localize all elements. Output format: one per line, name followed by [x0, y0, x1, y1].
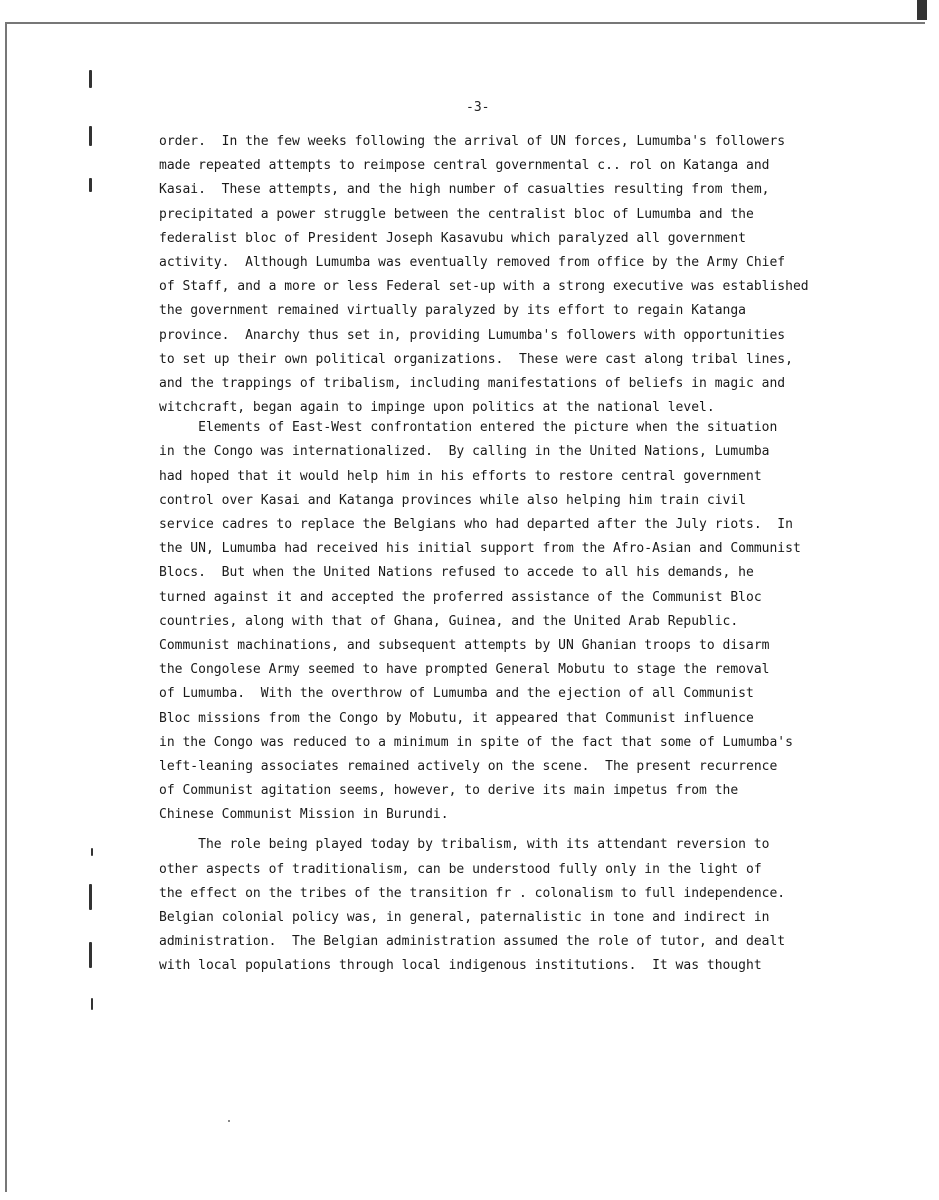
- text-line: Bloc missions from the Congo by Mobutu, it appeared that Communist influence: [159, 710, 754, 726]
- paragraph: [159, 416, 839, 827]
- margin-mark: [89, 884, 92, 910]
- margin-mark: [91, 848, 93, 856]
- paragraph: [159, 833, 839, 978]
- margin-mark: [89, 942, 92, 968]
- text-line: service cadres to replace the Belgians who had departed after the July riots. In: [159, 517, 793, 532]
- body-text: [159, 130, 839, 979]
- text-line: of Communist agitation seems, however, to derive its main impetus from the: [159, 783, 739, 799]
- text-line: other aspects of traditionalism, can be understood fully only in the light of: [159, 861, 762, 877]
- margin-mark: [89, 126, 92, 146]
- margin-mark: [89, 178, 92, 192]
- text-line: The role being played today by tribalism, with its attendant reversion to: [159, 837, 770, 853]
- text-line: Elements of East-West confrontation entered the picture when the situation: [159, 420, 778, 436]
- text-line: federalist bloc of President Joseph Kasavubu which paralyzed all government: [159, 230, 746, 246]
- text-line: precipitated a power struggle between the centralist bloc of Lumumba and the: [159, 206, 754, 222]
- text-line: the government remained virtually paralyzed by its effort to regain Katanga: [159, 303, 746, 319]
- margin-mark: [89, 70, 92, 88]
- text-line: of Staff, and a more or less Federal set-up with a strong executive was established: [159, 279, 809, 295]
- text-line: of Lumumba. With the overthrow of Lumumba and the ejection of all Communist: [159, 686, 754, 702]
- text-line: province. Anarchy thus set in, providing Lumumba's followers with opportunities: [159, 327, 786, 343]
- text-line: control over Kasai and Katanga provinces while also helping him train civil: [159, 492, 746, 508]
- text-line: to set up their own political organizations. These were cast along tribal lines,: [159, 351, 793, 367]
- text-line: turned against it and accepted the proferred assistance of the Communist Bloc: [159, 589, 762, 605]
- text-line: Belgian colonial policy was, in general, paternalistic in tone and indirect in: [159, 910, 770, 925]
- text-line: Kasai. These attempts, and the high number of casualties resulting from them,: [159, 182, 770, 198]
- corner-scan-mark: [917, 0, 927, 20]
- text-line: order. In the few weeks following the arrival of UN forces, Lumumba's followers: [159, 134, 786, 149]
- text-line: the UN, Lumumba had received his initial support from the Afro-Asian and Communist: [159, 541, 801, 557]
- text-line: and the trappings of tribalism, including manifestations of beliefs in magic and: [159, 375, 786, 391]
- text-line: made repeated attempts to reimpose central governmental c.. rol on Katanga and: [159, 158, 770, 174]
- text-line: had hoped that it would help him in his efforts to restore central government: [159, 468, 762, 484]
- text-line: Communist machinations, and subsequent attempts by UN Ghanian troops to disarm: [159, 637, 770, 653]
- text-line: witchcraft, began again to impinge upon politics at the national level.: [159, 400, 715, 416]
- margin-mark: [91, 998, 93, 1010]
- text-line: Chinese Communist Mission in Burundi.: [159, 807, 449, 823]
- text-line: administration. The Belgian administration assumed the role of tutor, and dealt: [159, 934, 786, 950]
- scan-dot: [228, 1120, 230, 1122]
- paragraph: [159, 130, 839, 420]
- text-line: in the Congo was internationalized. By calling in the United Nations, Lumumba: [159, 444, 770, 460]
- text-line: left-leaning associates remained actively on the scene. The present recurrence: [159, 758, 778, 774]
- text-line: with local populations through local indigenous institutions. It was thought: [159, 958, 762, 974]
- text-line: Blocs. But when the United Nations refused to accede to all his demands, he: [159, 565, 754, 581]
- text-line: in the Congo was reduced to a minimum in spite of the fact that some of Lumumba's: [159, 734, 793, 750]
- page-left-border: [5, 22, 7, 1192]
- text-line: the effect on the tribes of the transition fr . colonalism to full independence.: [159, 885, 786, 901]
- page-number: -3-: [466, 100, 490, 115]
- page-top-border: [5, 22, 925, 24]
- text-line: countries, along with that of Ghana, Guinea, and the United Arab Republic.: [159, 613, 739, 629]
- text-line: the Congolese Army seemed to have prompted General Mobutu to stage the removal: [159, 662, 770, 678]
- text-line: activity. Although Lumumba was eventually removed from office by the Army Chief: [159, 254, 786, 270]
